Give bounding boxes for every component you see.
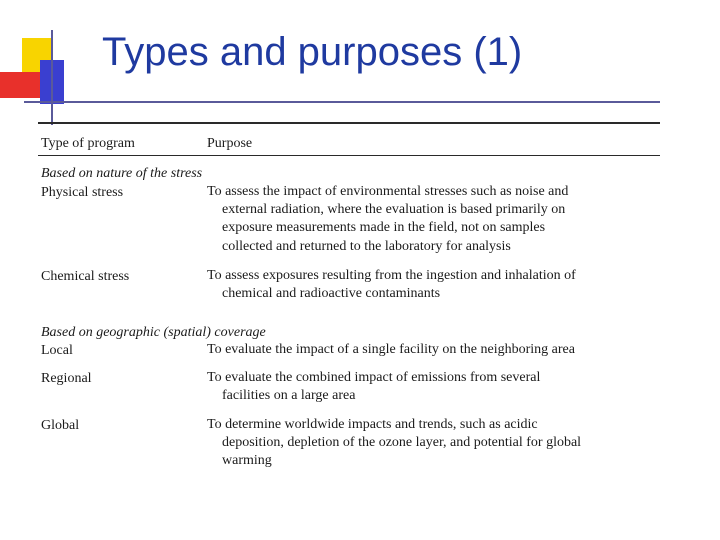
purpose-line: exposure measurements made in the field, not on samples — [222, 220, 546, 236]
table-top-rule — [38, 122, 660, 124]
row-purpose-chemical-stress — [207, 267, 657, 303]
row-purpose-local — [207, 341, 657, 359]
purpose-line: collected and returned to the laboratory for analysis — [222, 238, 511, 254]
group-heading-nature-of-stress: Based on nature of the stress — [41, 166, 203, 181]
row-type-chemical-stress: Chemical stress — [41, 269, 130, 284]
purpose-line: deposition, depletion of the ozone layer, and potential for global — [222, 435, 582, 451]
header-type-of-program: Type of program — [41, 136, 135, 151]
decor-vertical-line — [51, 30, 53, 125]
purpose-line: warming — [222, 453, 272, 469]
row-type-local: Local — [41, 343, 73, 358]
purpose-line: facilities on a large area — [222, 388, 356, 404]
purpose-line: To evaluate the combined impact of emissions from several — [207, 370, 541, 385]
row-purpose-physical-stress — [207, 183, 657, 256]
row-purpose-regional — [207, 369, 657, 405]
row-purpose-global — [207, 416, 657, 471]
header-purpose: Purpose — [207, 136, 253, 151]
decor-horizontal-line — [24, 101, 660, 103]
row-type-global: Global — [41, 418, 80, 433]
purpose-line: To assess exposures resulting from the ingestion and inhalation of — [207, 268, 576, 283]
purpose-line: chemical and radioactive contaminants — [222, 286, 441, 302]
purpose-line: To determine worldwide impacts and trends, such as acidic — [207, 417, 538, 432]
row-type-physical-stress: Physical stress — [41, 185, 124, 200]
group-heading-geographic-coverage: Based on geographic (spatial) coverage — [41, 325, 266, 340]
table-header-rule — [38, 155, 660, 156]
row-type-regional: Regional — [41, 371, 92, 386]
purpose-line: To evaluate the impact of a single facility on the neighboring area — [207, 342, 575, 357]
scanned-table — [38, 122, 660, 474]
slide-title: Types and purposes (1) — [102, 30, 523, 74]
purpose-line: external radiation, where the evaluation is based primarily on — [222, 202, 566, 218]
purpose-line: To assess the impact of environmental stresses such as noise and — [207, 184, 569, 199]
